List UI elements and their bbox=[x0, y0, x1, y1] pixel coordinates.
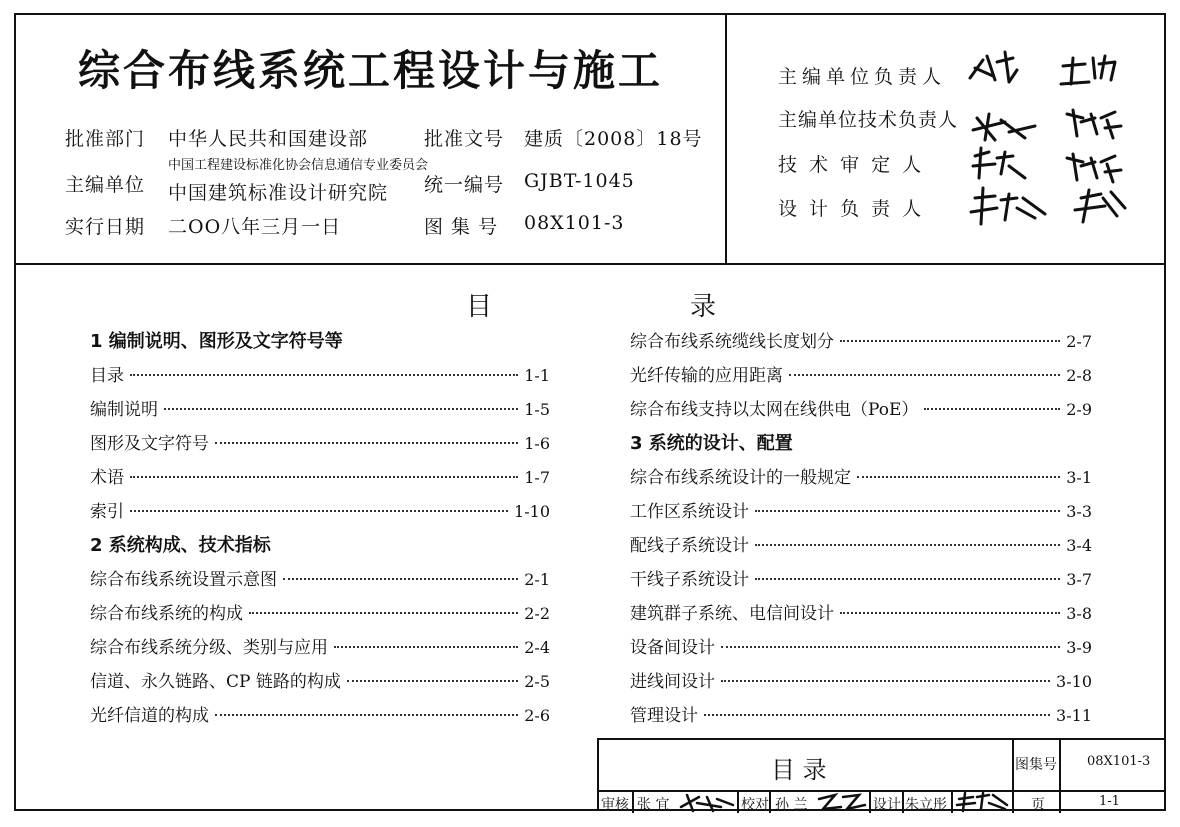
toc-leader-dots bbox=[215, 714, 518, 716]
toc-entry[interactable] bbox=[90, 701, 550, 726]
serial-label: 统一编号 bbox=[424, 174, 505, 196]
header-vertical-divider bbox=[725, 13, 727, 264]
serial-number: GJBT-1045 bbox=[524, 170, 635, 192]
toc-entry[interactable] bbox=[90, 463, 550, 488]
toc-entry[interactable] bbox=[630, 395, 1092, 420]
toc-entry-page: 2-6 bbox=[524, 706, 550, 725]
toc-entry-title: 术语 bbox=[90, 468, 124, 488]
role-design-head: 设 计 负 责 人 bbox=[778, 198, 925, 220]
chief-unit-1: 中国工程建设标准化协会信息通信专业委员会 bbox=[168, 158, 429, 173]
effective-date: 二OO八年三月一日 bbox=[168, 216, 342, 238]
toc-entry-page: 1-5 bbox=[524, 400, 550, 419]
toc-leader-dots bbox=[164, 408, 518, 410]
toc-leader-dots bbox=[721, 680, 1050, 682]
toc-entry-page: 1-10 bbox=[514, 502, 550, 521]
check-name: 孙 兰 bbox=[775, 797, 808, 813]
toc-leader-dots bbox=[704, 714, 1050, 716]
chief-unit-2: 中国建筑标准设计研究院 bbox=[168, 182, 389, 204]
toc-section-heading: 3 系统的设计、配置 bbox=[630, 433, 793, 454]
check-signature bbox=[815, 791, 869, 813]
toc-entry-title: 建筑群子系统、电信间设计 bbox=[630, 604, 834, 624]
toc-leader-dots bbox=[840, 612, 1060, 614]
toc-entry[interactable] bbox=[630, 497, 1092, 522]
toc-entry-page: 3-3 bbox=[1066, 502, 1092, 521]
page-label: 页 bbox=[1031, 797, 1045, 813]
toc-leader-dots bbox=[283, 578, 518, 580]
handwritten-signatures bbox=[965, 48, 1165, 238]
page-number: 1-1 bbox=[1099, 794, 1120, 809]
toc-leader-dots bbox=[130, 374, 518, 376]
toc-section-heading: 2 系统构成、技术指标 bbox=[90, 535, 271, 556]
title-block-name: 目 录 bbox=[771, 756, 827, 784]
toc-entry-title: 进线间设计 bbox=[630, 672, 715, 692]
toc-entry-title: 干线子系统设计 bbox=[630, 570, 749, 590]
toc-entry[interactable] bbox=[630, 531, 1092, 556]
toc-entry-title: 编制说明 bbox=[90, 400, 158, 420]
toc-leader-dots bbox=[755, 578, 1060, 580]
toc-entry-page: 1-6 bbox=[524, 434, 550, 453]
toc-entry-page: 3-11 bbox=[1056, 706, 1092, 725]
review-name: 张 宜 bbox=[637, 797, 670, 813]
toc-entry-page: 1-7 bbox=[524, 468, 550, 487]
toc-leader-dots bbox=[924, 408, 1060, 410]
toc-entry-title: 光纤传输的应用距离 bbox=[630, 366, 783, 386]
role-chief-unit-head: 主编单位负责人 bbox=[778, 66, 947, 88]
title-block-atlas-label: 图集号 bbox=[1015, 757, 1057, 773]
toc-entry[interactable] bbox=[630, 327, 1092, 352]
toc-entry[interactable] bbox=[90, 599, 550, 624]
toc-entry[interactable] bbox=[630, 599, 1092, 624]
toc-leader-dots bbox=[721, 646, 1060, 648]
toc-entry-page: 1-1 bbox=[524, 366, 550, 385]
toc-leader-dots bbox=[347, 680, 518, 682]
toc-leader-dots bbox=[840, 340, 1060, 342]
toc-entry-title: 综合布线系统设置示意图 bbox=[90, 570, 277, 590]
design-signature bbox=[955, 791, 1011, 813]
role-chief-tech-head: 主编单位技术负责人 bbox=[778, 109, 959, 131]
toc-entry-title: 综合布线系统分级、类别与应用 bbox=[90, 638, 328, 658]
toc-entry-title: 配线子系统设计 bbox=[630, 536, 749, 556]
toc-leader-dots bbox=[857, 476, 1060, 478]
toc-entry[interactable] bbox=[90, 429, 550, 454]
toc-entry-title: 目录 bbox=[90, 366, 124, 386]
toc-entry-page: 2-7 bbox=[1066, 332, 1092, 351]
toc-entry-title: 工作区系统设计 bbox=[630, 502, 749, 522]
toc-entry[interactable] bbox=[90, 497, 550, 522]
toc-entry[interactable] bbox=[630, 565, 1092, 590]
toc-leader-dots bbox=[755, 544, 1060, 546]
toc-entry-title: 综合布线支持以太网在线供电（PoE） bbox=[630, 400, 919, 420]
toc-entry-page: 2-9 bbox=[1066, 400, 1092, 419]
check-label: 校对 bbox=[741, 797, 769, 813]
toc-entry-page: 3-8 bbox=[1066, 604, 1092, 623]
toc-entry[interactable] bbox=[630, 633, 1092, 658]
toc-entry[interactable] bbox=[630, 701, 1092, 726]
toc-leader-dots bbox=[130, 476, 518, 478]
toc-entry-page: 2-2 bbox=[524, 604, 550, 623]
toc-entry-title: 光纤信道的构成 bbox=[90, 706, 209, 726]
toc-leader-dots bbox=[789, 374, 1060, 376]
toc-entry-page: 3-9 bbox=[1066, 638, 1092, 657]
atlas-number-label: 图 集 号 bbox=[424, 216, 499, 238]
toc-entry-title: 管理设计 bbox=[630, 706, 698, 726]
design-label: 设计 bbox=[873, 797, 901, 813]
toc-entry[interactable] bbox=[90, 667, 550, 692]
toc-leader-dots bbox=[755, 510, 1060, 512]
toc-entry[interactable] bbox=[90, 633, 550, 658]
toc-entry-page: 2-5 bbox=[524, 672, 550, 691]
toc-entry-page: 3-4 bbox=[1066, 536, 1092, 555]
atlas-number: 08X101-3 bbox=[524, 212, 625, 234]
role-tech-reviewer: 技 术 审 定 人 bbox=[778, 154, 925, 176]
toc-leader-dots bbox=[334, 646, 518, 648]
toc-section-heading: 1 编制说明、图形及文字符号等 bbox=[90, 331, 343, 352]
toc-entry[interactable] bbox=[90, 361, 550, 386]
effective-label: 实行日期 bbox=[65, 216, 146, 238]
toc-entry[interactable] bbox=[90, 395, 550, 420]
title-block-atlas: 08X101-3 bbox=[1087, 754, 1151, 769]
toc-entry-title: 综合布线系统的构成 bbox=[90, 604, 243, 624]
title-block bbox=[597, 738, 1166, 811]
toc-entry-page: 3-1 bbox=[1066, 468, 1092, 487]
approve-doc-label: 批准文号 bbox=[424, 128, 505, 150]
toc-leader-dots bbox=[130, 510, 508, 512]
toc-entry-title: 信道、永久链路、CP 链路的构成 bbox=[90, 672, 341, 692]
toc-heading-right: 录 bbox=[690, 292, 717, 322]
toc-entry-title: 设备间设计 bbox=[630, 638, 715, 658]
toc-entry-title: 图形及文字符号 bbox=[90, 434, 209, 454]
toc-entry-title: 综合布线系统设计的一般规定 bbox=[630, 468, 851, 488]
approve-dept-label: 批准部门 bbox=[65, 128, 146, 150]
toc-entry[interactable] bbox=[630, 667, 1092, 692]
toc-entry-page: 3-10 bbox=[1056, 672, 1092, 691]
toc-entry[interactable] bbox=[630, 361, 1092, 386]
toc-entry-page: 2-1 bbox=[524, 570, 550, 589]
design-name: 朱立彤 bbox=[905, 797, 947, 813]
chief-unit-label: 主编单位 bbox=[65, 174, 146, 196]
header-divider bbox=[14, 263, 1166, 265]
toc-heading-left: 目 bbox=[466, 292, 493, 322]
approve-dept: 中华人民共和国建设部 bbox=[168, 128, 369, 150]
review-label: 审核 bbox=[601, 797, 629, 813]
atlas-title: 综合布线系统工程设计与施工 bbox=[78, 46, 664, 95]
toc-entry-page: 3-7 bbox=[1066, 570, 1092, 589]
toc-entry-title: 索引 bbox=[90, 502, 124, 522]
toc-entry-title: 综合布线系统缆线长度划分 bbox=[630, 332, 834, 352]
toc-leader-dots bbox=[215, 442, 518, 444]
toc-entry[interactable] bbox=[90, 565, 550, 590]
toc-leader-dots bbox=[249, 612, 518, 614]
toc-entry-page: 2-4 bbox=[524, 638, 550, 657]
toc-entry-page: 2-8 bbox=[1066, 366, 1092, 385]
review-signature bbox=[677, 791, 737, 813]
toc-entry[interactable] bbox=[630, 463, 1092, 488]
approve-doc: 建质〔2008〕18号 bbox=[524, 128, 703, 150]
